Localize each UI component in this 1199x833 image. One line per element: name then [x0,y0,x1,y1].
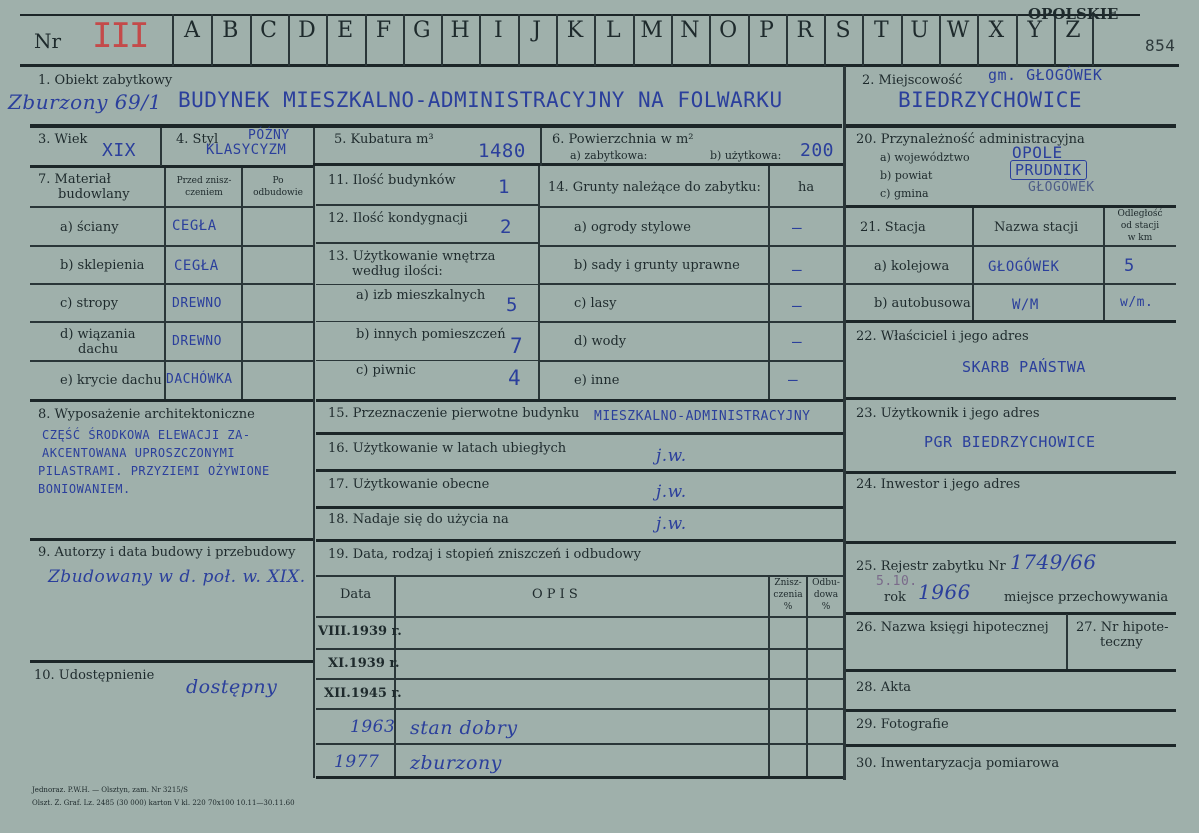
index-letter-t: T [874,18,889,43]
f4-value-line1: PÓŹNY [248,128,290,143]
region-stamp: OPOLSKIE [1028,5,1119,23]
f19-row3-date: XII.1945 r. [324,686,402,701]
f1-value: BUDYNEK MIESZKALNO-ADMINISTRACYJNY NA FOLWARKU [178,88,783,112]
index-letter-l: L [605,18,621,43]
f13-row-rooms-value: 5 [506,294,518,316]
f25-reg-value: 1749/66 [1010,550,1097,574]
sheet-number: 854 [1145,36,1176,55]
index-letter-r: R [796,18,814,43]
f6-b-value: 200 [800,140,835,161]
f19-row4-desc: stan dobry [410,717,518,739]
f11-label: 11. Ilość budynków [328,173,456,188]
f9-label: 9. Autorzy i data budowy i przebudowy [38,545,296,560]
f7-col-before-line1: Przed znisz- [176,176,232,186]
f3-value: XIX [102,140,137,161]
f14-row-waters-label: d) wody [574,334,627,349]
f15-value: MIESZKALNO-ADMINISTRACYJNY [594,409,811,424]
f21-col-name: Nazwa stacji [994,220,1079,235]
f1-label: 1. Obiekt zabytkowy [38,73,173,88]
f10-label: 10. Udostępnienie [34,668,155,683]
index-letter-h: H [450,18,470,43]
f21-row-bus-dist: w/m. [1120,295,1154,310]
f7-col-before-line2: czeniem [185,188,223,198]
f14-row-forests-value: — [792,296,803,315]
f9-value: Zbudowany w d. poł. w. XIX. [48,567,306,587]
f16-label: 16. Użytkowanie w latach ubiegłych [328,441,567,456]
f25-date-note: 5.10. [876,574,918,589]
f19-row1-date: VIII.1939 r. [318,624,402,639]
f12-label: 12. Ilość kondygnacji [328,211,468,226]
f8-line-4: BONIOWANIEM. [38,482,131,496]
f14-row-gardens-label: a) ogrody stylowe [574,220,691,235]
f13-label-line1: 13. Użytkowanie wnętrza [328,249,496,264]
f25-place-label: miejsce przechowywania [1004,590,1169,605]
index-letter-w: W [946,18,970,43]
f19-col-destroyed-line1: Znisz- [774,578,802,588]
footer-line1: Jednoraz. P.W.H. — Olsztyn, zam. Nr 3215/S [32,786,188,794]
index-letter-b: B [222,18,239,43]
f13-row-cellars-label: c) piwnic [356,363,416,378]
f7-row-ceilings-value: DREWNO [172,296,222,311]
f7-row-walls-value: CEGŁA [172,218,217,234]
f25-rok-label: rok [884,590,906,605]
index-letter-n: N [680,18,700,43]
f27-label-line2: teczny [1100,635,1143,650]
f11-value: 1 [498,176,510,198]
f7-row-vaults-label: b) sklepienia [60,258,145,273]
f7-row-vaults-value: CEGŁA [174,258,219,274]
f13-row-other-value: 7 [510,334,524,358]
f19-row5-date: 1977 [334,752,380,772]
f19-label: 19. Data, rodzaj i stopień zniszczeń i odbudowy [328,547,642,562]
f21-col-dist-line2: od stacji [1120,221,1160,231]
index-letter-i: I [494,18,503,43]
f7-row-roofing-value: DACHÓWKA [166,372,233,387]
f7-row-roofing-label: e) krycie dachu [60,373,162,388]
f2-gmina-note: gm. GŁOGÓWEK [988,66,1103,84]
f22-label: 22. Właściciel i jego adres [856,329,1029,344]
f19-row4-date: 1963 [350,717,396,737]
index-letter-x: X [988,18,1005,43]
f8-label: 8. Wyposażenie architektoniczne [38,407,255,422]
footer-line2: Olszt. Z. Graf. Lz. 2485 (30 000) karton V kl. 220 70x100 10.11—30.11.60 [32,799,295,807]
index-letter-m: M [640,18,663,43]
f25-label: 25. Rejestr zabytku Nr [856,559,1006,574]
f21-col-dist-line3: w km [1127,233,1153,243]
f19-row5-desc: zburzony [410,752,502,774]
f24-label: 24. Inwestor i jego adres [856,477,1021,492]
f21-col-dist-line1: Odległość [1117,209,1163,219]
f8-line-3: PILASTRAMI. PRZYZIEMI OŻYWIONE [38,464,270,478]
f14-row-other-label: e) inne [574,373,620,388]
f14-row-waters-value: — [792,332,803,351]
f7-row-ceilings-label: c) stropy [60,296,119,311]
f13-row-other-label: b) innych pomieszczeń [356,327,506,342]
index-letter-o: O [719,18,738,43]
f21-row-bus-name: W/M [1012,297,1039,313]
index-letter-k: K [566,18,584,43]
f19-row2-date: XI.1939 r. [328,656,400,671]
f21-row-bus-label: b) autobusowa [874,296,971,311]
f14-row-gardens-value: — [792,218,803,237]
f8-line-1: CZĘŚĆ ŚRODKOWA ELEWACJI ZA- [42,428,251,442]
f21-label: 21. Stacja [860,220,926,235]
f18-value: j.w. [656,514,687,534]
f15-label: 15. Przeznaczenie pierwotne budynku [328,406,580,421]
f3-label: 3. Wiek [38,132,88,147]
f10-value: dostępny [186,676,278,698]
f30-label: 30. Inwentaryzacja pomiarowa [856,756,1060,771]
f2-value: BIEDRZYCHOWICE [898,88,1083,112]
f20-c-label: c) gmina [880,187,929,200]
f5-value: 1480 [478,140,526,162]
f7-row-rafters-label-line2: dachu [78,342,119,357]
f19-col-desc: O P I S [532,587,578,602]
f4-label: 4. Styl [176,132,219,147]
f17-label: 17. Użytkowanie obecne [328,477,490,492]
f14-label: 14. Grunty należące do zabytku: [548,180,761,195]
f5-label: 5. Kubatura m³ [334,132,434,147]
f20-b-value: PRUDNIK [1010,160,1087,180]
index-letter-g: G [413,18,431,43]
f17-value: j.w. [656,482,687,502]
f28-label: 28. Akta [856,680,912,695]
f19-col-rebuilt-line2: dowa [813,590,839,600]
f7-row-rafters-label-line1: d) wiązania [60,327,136,342]
f27-label-line1: 27. Nr hipote- [1076,620,1169,635]
f12-value: 2 [500,216,512,238]
f14-unit: ha [798,180,815,195]
f26-label: 26. Nazwa księgi hipotecznej [856,620,1049,635]
index-letter-c: C [260,18,278,43]
f22-value: SKARB PAŃSTWA [962,358,1086,376]
f19-col-destroyed-line2: czenia [773,590,803,600]
index-letter-j: J [532,18,542,43]
f19-col-rebuilt-line1: Odbu- [812,578,840,588]
f7-col-after-line1: Po [272,176,284,186]
f1-status-note: Zburzony 69/1 [8,90,162,114]
f23-label: 23. Użytkownik i jego adres [856,406,1040,421]
nr-value: III [92,16,148,56]
f20-c-value: GŁOGÓWEK [1028,180,1095,195]
index-letter-z: Z [1065,18,1081,43]
f19-col-rebuilt-line3: % [821,602,831,612]
index-letter-e: E [337,18,354,43]
f18-label: 18. Nadaje się do użycia na [328,512,509,527]
f19-col-destroyed-line3: % [783,602,793,612]
f20-b-label: b) powiat [880,169,933,182]
index-letter-s: S [835,18,851,43]
index-letter-y: Y [1027,18,1042,43]
f8-line-2: AKCENTOWANA UPROSZCZONYMI [42,446,236,460]
f14-row-forests-label: c) lasy [574,296,617,311]
f29-label: 29. Fotografie [856,717,949,732]
index-letter-d: D [298,18,316,43]
f13-label-line2: według ilości: [352,264,443,279]
f6-b-label: b) użytkowa: [710,149,782,162]
f20-a-value: OPOLE [1012,143,1063,162]
f21-row-rail-label: a) kolejowa [874,259,950,274]
f21-row-rail-dist: 5 [1124,256,1135,276]
f6-a-label: a) zabytkowa: [570,149,648,162]
f7-col-after-line2: odbudowie [253,188,303,198]
f14-row-orchards-label: b) sady i grunty uprawne [574,258,740,273]
f23-value: PGR BIEDRZYCHOWICE [924,433,1096,451]
f7-row-walls-label: a) ściany [60,220,119,235]
f25-rok-value: 1966 [918,580,971,604]
f2-label: 2. Miejscowość [862,73,963,88]
f20-label: 20. Przynależność administracyjna [856,132,1085,147]
f21-row-rail-name: GŁOGÓWEK [988,259,1060,275]
f13-row-rooms-label: a) izb mieszkalnych [356,288,486,303]
nr-label: Nr [34,29,62,53]
index-letter-f: F [375,18,392,43]
f7-label-line1: 7. Materiał [38,172,111,187]
index-letter-a: A [184,18,200,43]
f13-row-cellars-value: 4 [508,366,522,390]
f4-value-line2: KLASYCYZM [206,142,287,158]
f7-label-line2: budowlany [58,187,130,202]
f7-row-rafters-value: DREWNO [172,334,222,349]
f6-label: 6. Powierzchnia w m² [552,132,694,147]
f14-row-orchards-value: — [792,260,803,279]
f16-value: j.w. [656,446,687,466]
index-letter-p: P [759,18,774,43]
f14-row-other-value: — [788,370,799,389]
f19-col-date: Data [340,587,372,602]
f20-a-label: a) województwo [880,151,970,164]
index-letter-u: U [910,18,929,43]
